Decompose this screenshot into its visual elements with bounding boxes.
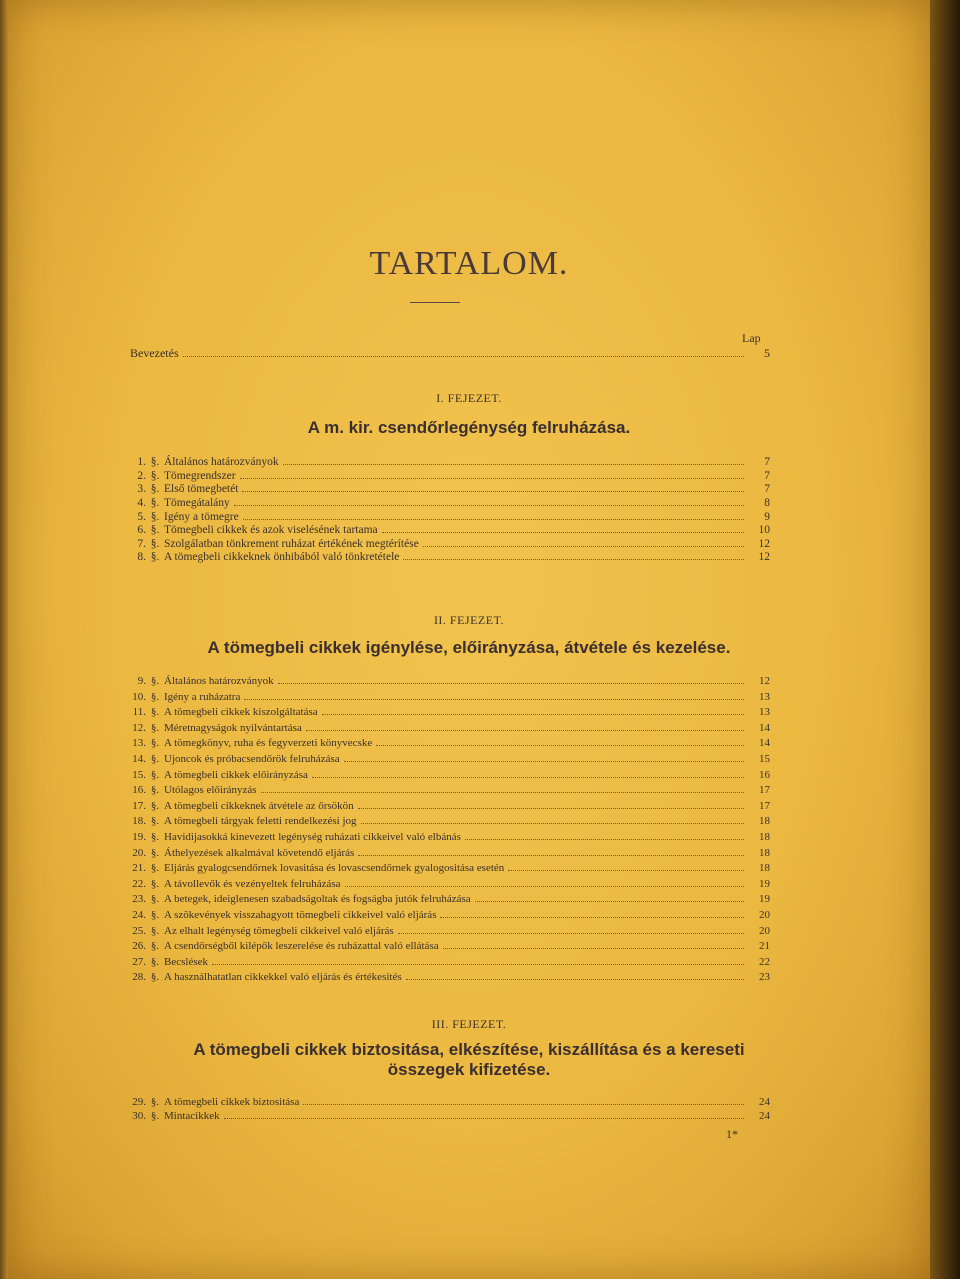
toc-leader-dots [234, 497, 744, 506]
toc-section-sign: §. [150, 924, 160, 937]
toc-leader-dots [303, 1096, 744, 1105]
toc-entry-number: 17. [132, 799, 146, 812]
toc-section-sign: §. [150, 877, 160, 890]
toc-entry-label: Eljárás gyalogcsendőrnek lovasitása és lovascsendőrnek gyalogositása esetén [164, 862, 505, 875]
toc-entry-number: 24. [132, 908, 146, 921]
toc-entry [130, 497, 770, 511]
toc-entry-number: 8. [137, 551, 146, 564]
toc-leader-dots [261, 784, 744, 793]
toc-entry [130, 753, 770, 769]
toc-leader-dots [398, 925, 744, 934]
toc-entry-number: 16. [132, 784, 146, 797]
toc-entry-label: A tömegbeli tárgyak feletti rendelkezési jog [164, 815, 357, 828]
toc-entry-page: 24 [759, 1096, 770, 1108]
toc-entry-label: A tömegbeli cikkeknek átvétele az őrsökön [164, 799, 354, 812]
toc-leader-dots [183, 347, 744, 357]
toc-entry [130, 909, 770, 925]
chapter-3-title-line2: összegek kifizetése. [387, 1060, 551, 1079]
toc-entry-number: 14. [132, 752, 146, 765]
toc-section-sign: §. [150, 551, 160, 564]
toc-entry-label: Igény a tömegre [164, 510, 239, 523]
toc-entry [130, 815, 770, 831]
toc-section-sign: §. [150, 537, 160, 550]
toc-section-sign: §. [150, 893, 160, 906]
toc-entry-label: Tömegrendszer [164, 469, 236, 482]
toc-section-sign: §. [150, 706, 160, 719]
toc-entry-label: Első tömegbetét [164, 483, 239, 496]
toc-leader-dots [212, 956, 744, 965]
toc-entry-page: 19 [759, 893, 770, 906]
toc-leader-dots [376, 737, 744, 746]
toc-entry-number: 15. [132, 768, 146, 781]
chapter-1-title: A m. kir. csendőrlegénység felruházása. [307, 418, 631, 437]
toc-entry-page: 12 [758, 537, 770, 550]
toc-entry-page: 7 [764, 456, 770, 469]
toc-entry-number: 10. [132, 690, 146, 703]
toc-leader-dots [344, 753, 744, 762]
toc-section-sign: §. [150, 469, 160, 482]
toc-entry-page: 22 [759, 955, 770, 968]
toc-section-sign: §. [150, 768, 160, 781]
toc-entry [130, 1096, 770, 1110]
toc-entry [130, 1110, 770, 1124]
toc-section-sign: §. [150, 815, 160, 828]
toc-leader-dots [242, 483, 744, 492]
toc-entry-label: Igény a ruházatra [164, 690, 241, 703]
toc-section-sign: §. [150, 721, 160, 734]
toc-entry [130, 925, 770, 941]
toc-entry-label: Becslések [164, 955, 208, 968]
toc-entry-number: 26. [132, 940, 146, 953]
toc-entry-page: 13 [759, 706, 770, 719]
toc-leader-dots [358, 800, 744, 809]
toc-entry-page: 23 [759, 971, 770, 984]
toc-entry-label: A tömegbeli cikkek kiszolgáltatása [164, 706, 318, 719]
toc-section-sign: §. [150, 799, 160, 812]
toc-entry [130, 847, 770, 863]
toc-leader-dots [224, 1110, 744, 1119]
toc-entry-page: 7 [764, 469, 770, 482]
toc-entry-page: 17 [759, 784, 770, 797]
toc-entry-page: 18 [759, 830, 770, 843]
toc-entry [130, 971, 770, 987]
toc-entry-page: 7 [764, 483, 770, 496]
toc-entry [130, 483, 770, 497]
toc-leader-dots [240, 470, 744, 479]
chapter-3-title-line1: A tömegbeli cikkek biztositása, elkészítése, kiszállítása és a kereseti [193, 1040, 745, 1059]
toc-entry [130, 893, 770, 909]
toc-leader-dots [345, 878, 744, 887]
toc-entry-label: Áthelyezések alkalmával követendő eljárás [164, 846, 355, 859]
toc-entry-number: 21. [132, 862, 146, 875]
toc-entry-label: Az elhalt legénység tömegbeli cikkeivel való eljárás [164, 924, 394, 937]
toc-leader-dots [440, 909, 744, 918]
toc-entry-number: 27. [132, 955, 146, 968]
toc-entry-label: Tömegbeli cikkek és azok viselésének tartama [164, 524, 378, 537]
toc-entry-page: 14 [759, 737, 770, 750]
toc-leader-dots [406, 971, 744, 980]
toc-entry-page: 15 [759, 752, 770, 765]
page-title: TARTALOM. [369, 245, 569, 282]
toc-entry-label: A betegek, ideiglenesen szabadságoltak és fogságba jutók felruházása [164, 893, 471, 906]
page-edge-left [0, 0, 8, 1279]
toc-entry [130, 722, 770, 738]
toc-entry-number: 25. [132, 924, 146, 937]
toc-section-sign: §. [150, 675, 160, 687]
toc-entry-page: 21 [759, 940, 770, 953]
toc-entry [130, 862, 770, 878]
toc-entry [130, 538, 770, 552]
toc-entry-number: 11. [132, 706, 146, 719]
toc-entry [130, 470, 770, 484]
toc-entry-number: 4. [137, 497, 146, 510]
signature-mark: 1* [726, 1127, 738, 1141]
toc-entry-label: Utólagos előirányzás [164, 784, 257, 797]
toc-entry [130, 706, 770, 722]
toc-section-sign: §. [150, 737, 160, 750]
toc-entry-number: 29. [132, 1096, 146, 1108]
toc-leader-dots [312, 769, 744, 778]
toc-entry-label: A távollevők és vezényeltek felruházása [164, 877, 341, 890]
toc-section-sign: §. [150, 955, 160, 968]
toc-leader-dots [443, 940, 744, 949]
toc-entry-page: 10 [758, 524, 770, 537]
toc-section-sign: §. [150, 1110, 160, 1122]
toc-entry-page: 20 [759, 908, 770, 921]
toc-leader-dots [306, 722, 744, 731]
toc-entry [130, 675, 770, 691]
toc-leader-dots [423, 538, 744, 547]
toc-entry-label: A szökevények visszahagyott tömegbeli cikkeivel való eljárás [164, 908, 437, 921]
chapter-2-heading: II. FEJEZET. [433, 613, 505, 627]
toc-entry-page: 19 [759, 877, 770, 890]
toc-entry [130, 691, 770, 707]
toc-leader-dots [465, 831, 744, 840]
chapter-2-toc [130, 675, 770, 987]
toc-entry-page: 17 [759, 799, 770, 812]
toc-entry-page: 18 [759, 846, 770, 859]
toc-entry-label: Méretnagyságok nyilvántartása [164, 721, 302, 734]
toc-section-sign: §. [150, 752, 160, 765]
toc-section-sign: §. [150, 940, 160, 953]
toc-leader-dots [403, 551, 744, 560]
toc-section-sign: §. [150, 784, 160, 797]
toc-leader-dots [508, 862, 744, 871]
chapter-1-toc [130, 456, 770, 565]
toc-entry-number: 20. [132, 846, 146, 859]
toc-entry [130, 940, 770, 956]
toc-entry-number: 9. [137, 675, 146, 687]
toc-entry-page: 13 [759, 690, 770, 703]
toc-section-sign: §. [150, 497, 160, 510]
page-column-label: Lap [742, 331, 761, 345]
toc-entry [130, 524, 770, 538]
toc-leader-dots [358, 847, 744, 856]
toc-section-sign: §. [150, 524, 160, 537]
toc-entry-label: Tömegátalány [164, 497, 230, 510]
toc-section-sign: §. [150, 690, 160, 703]
toc-entry [130, 510, 770, 524]
toc-entry-number: 6. [137, 524, 146, 537]
toc-entry-number: 3. [137, 483, 146, 496]
toc-entry [130, 551, 770, 565]
toc-entry-label: Általános határozványok [164, 456, 279, 469]
toc-entry [130, 769, 770, 785]
toc-entry-number: 23. [132, 893, 146, 906]
toc-entry-page: 12 [759, 675, 770, 687]
toc-entry-label: A csendőrségből kilépők leszerelése és ruházattal való ellátása [164, 940, 439, 953]
toc-entry-number: 30. [132, 1110, 146, 1122]
toc-leader-dots [278, 675, 744, 684]
toc-leader-dots [361, 815, 744, 824]
toc-entry [130, 737, 770, 753]
toc-entry [130, 456, 770, 470]
toc-entry-page: 18 [759, 862, 770, 875]
toc-entry-page: 14 [759, 721, 770, 734]
toc-entry-number: 2. [137, 469, 146, 482]
toc-entry-number: 22. [132, 877, 146, 890]
toc-leader-dots [243, 510, 744, 519]
toc-entry-number: 18. [132, 815, 146, 828]
toc-entry-page: 8 [764, 497, 770, 510]
title-divider [410, 302, 460, 303]
toc-entry-page: 16 [759, 768, 770, 781]
toc-entry-number: 5. [137, 510, 146, 523]
toc-section-sign: §. [150, 908, 160, 921]
toc-leader-dots [322, 706, 744, 715]
toc-entry [130, 878, 770, 894]
toc-entry-label: A tömegkönyv, ruha és fegyverzeti könyvecske [164, 737, 373, 750]
toc-entry-number: 28. [132, 971, 146, 984]
chapter-2-title: A tömegbeli cikkek igénylése, előirányzása, átvétele és kezelése. [207, 638, 731, 657]
toc-entry-label: Mintacikkek [164, 1110, 220, 1122]
chapter-3-heading: III. FEJEZET. [431, 1017, 507, 1031]
toc-entry-number: 13. [132, 737, 146, 750]
toc-intro-label: Bevezetés [130, 346, 179, 360]
toc-leader-dots [382, 524, 744, 533]
toc-entry-label: A tömegbeli cikkeknek önhibából való tönkretétele [164, 551, 400, 564]
chapter-1-heading: I. FEJEZET. [436, 391, 502, 405]
toc-entry-page: 24 [759, 1110, 770, 1122]
toc-entry-label: A használhatatlan cikkekkel való eljárás és értékesités [164, 971, 402, 984]
toc-section-sign: §. [150, 862, 160, 875]
toc-entry-page: 18 [759, 815, 770, 828]
toc-section-sign: §. [150, 846, 160, 859]
toc-entry-number: 1. [137, 456, 146, 469]
toc-section-sign: §. [150, 510, 160, 523]
toc-leader-dots [475, 893, 744, 902]
toc-entry-number: 19. [132, 830, 146, 843]
toc-entry-page: 9 [764, 510, 770, 523]
toc-entry-label: Havidijasokká kinevezett legénység ruházati cikkeivel való elbánás [164, 830, 461, 843]
toc-section-sign: §. [150, 830, 160, 843]
toc-entry-label: Ujoncok és próbacsendőrök felruházása [164, 752, 340, 765]
toc-section-sign: §. [150, 1096, 160, 1108]
toc-entry-page: 20 [759, 924, 770, 937]
toc-intro-page: 5 [764, 346, 770, 360]
toc-entry [130, 800, 770, 816]
toc-entry-number: 12. [132, 721, 146, 734]
toc-section-sign: §. [150, 483, 160, 496]
toc-leader-dots [283, 456, 744, 465]
page-edge-right [930, 0, 960, 1279]
chapter-3-toc [130, 1096, 770, 1124]
toc-section-sign: §. [150, 456, 160, 469]
document-page [8, 0, 930, 1279]
toc-entry-label: A tömegbeli cikkek biztositása [164, 1096, 300, 1108]
toc-leader-dots [244, 691, 744, 700]
toc-entry-label: Általános határozványok [164, 675, 274, 687]
toc-entry [130, 784, 770, 800]
toc-entry [130, 831, 770, 847]
toc-entry [130, 956, 770, 972]
toc-entry-label: A tömegbeli cikkek előirányzása [164, 768, 308, 781]
toc-entry-label: Szolgálatban tönkrement ruházat értékének megtérítése [164, 537, 419, 550]
toc-section-sign: §. [150, 971, 160, 984]
toc-entry-number: 7. [137, 537, 146, 550]
toc-intro-row [130, 346, 770, 361]
toc-entry-page: 12 [758, 551, 770, 564]
